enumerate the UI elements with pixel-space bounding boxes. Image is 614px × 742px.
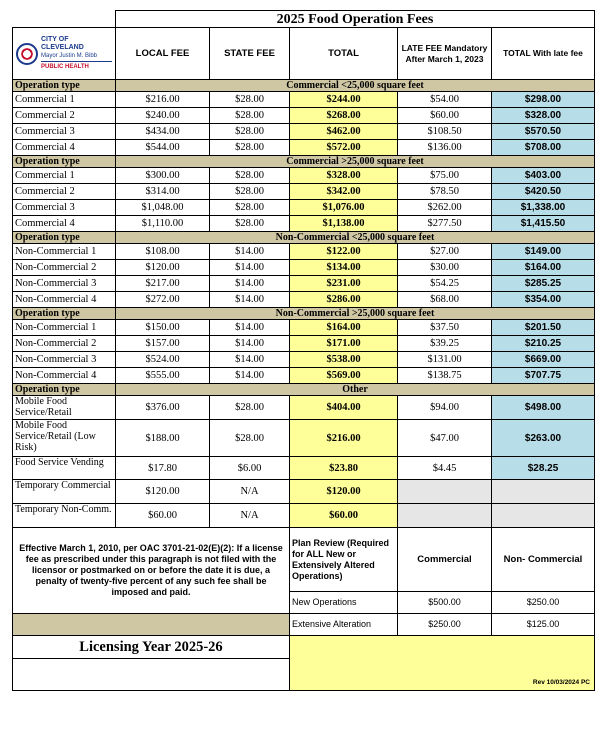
header-state-fee: STATE FEE: [210, 28, 290, 80]
state-fee: $28.00: [210, 140, 290, 156]
local-fee: $216.00: [116, 92, 210, 108]
state-fee: $28.00: [210, 92, 290, 108]
late-fee: $39.25: [398, 336, 492, 352]
table-row: [13, 216, 595, 232]
header-local-fee: LOCAL FEE: [116, 28, 210, 80]
total-fee: $231.00: [290, 276, 398, 292]
state-fee: $14.00: [210, 336, 290, 352]
late-fee: $75.00: [398, 168, 492, 184]
header-late-fee: LATE FEE Mandatory After March 1, 2023: [398, 28, 492, 80]
operation-name: Commercial 2: [13, 108, 116, 124]
operation-name: Non-Commercial 4: [13, 292, 116, 308]
table-row: [13, 140, 595, 156]
late-fee: $131.00: [398, 352, 492, 368]
header-total-late: TOTAL With late fee: [492, 28, 595, 80]
table-row: [13, 260, 595, 276]
plan-row-noncommercial: $250.00: [492, 592, 595, 614]
total-with-late-fee-blank: [492, 504, 595, 528]
total-with-late-fee: $403.00: [492, 168, 595, 184]
section-name: Commercial >25,000 square feet: [116, 156, 595, 168]
state-fee: $28.00: [210, 216, 290, 232]
late-fee: $78.50: [398, 184, 492, 200]
section-header: [13, 80, 595, 92]
table-row: [13, 244, 595, 260]
section-label: Operation type: [13, 384, 116, 396]
state-fee: $28.00: [210, 168, 290, 184]
local-fee: $240.00: [116, 108, 210, 124]
table-row: [13, 352, 595, 368]
total-fee: $122.00: [290, 244, 398, 260]
state-fee: $6.00: [210, 457, 290, 480]
plan-review-header: Plan Review (Required for ALL New or Extensively Altered Operations): [290, 528, 398, 592]
total-with-late-fee: $201.50: [492, 320, 595, 336]
section-header: [13, 156, 595, 168]
total-with-late-fee: $164.00: [492, 260, 595, 276]
plan-row-noncommercial: $125.00: [492, 614, 595, 636]
page-title: 2025 Food Operation Fees: [116, 11, 595, 28]
table-row: [13, 457, 595, 480]
late-fee: $54.25: [398, 276, 492, 292]
revision-note: Rev 10/03/2024 PC: [290, 636, 595, 691]
total-with-late-fee: $28.25: [492, 457, 595, 480]
total-fee: $1,138.00: [290, 216, 398, 232]
section-header: [13, 384, 595, 396]
total-with-late-fee: $298.00: [492, 92, 595, 108]
state-fee: N/A: [210, 480, 290, 504]
operation-name: Mobile Food Service/Retail: [13, 396, 116, 420]
plan-col-commercial: Commercial: [398, 528, 492, 592]
total-with-late-fee: $707.75: [492, 368, 595, 384]
local-fee: $217.00: [116, 276, 210, 292]
table-row: [13, 108, 595, 124]
local-fee: $1,110.00: [116, 216, 210, 232]
blank-footer-cell: [13, 659, 290, 691]
section-label: Operation type: [13, 308, 116, 320]
plan-row-commercial: $500.00: [398, 592, 492, 614]
table-row: [13, 168, 595, 184]
late-fee: $94.00: [398, 396, 492, 420]
late-fee-blank: [398, 504, 492, 528]
local-fee: $188.00: [116, 420, 210, 457]
state-fee: $28.00: [210, 420, 290, 457]
section-name: Other: [116, 384, 595, 396]
local-fee: $17.80: [116, 457, 210, 480]
total-fee: $23.80: [290, 457, 398, 480]
total-with-late-fee: $708.00: [492, 140, 595, 156]
table-row: [13, 124, 595, 140]
total-fee: $462.00: [290, 124, 398, 140]
operation-name: Non-Commercial 3: [13, 352, 116, 368]
total-fee: $328.00: [290, 168, 398, 184]
state-fee: $14.00: [210, 320, 290, 336]
late-fee: $4.45: [398, 457, 492, 480]
total-fee: $572.00: [290, 140, 398, 156]
total-with-late-fee: $354.00: [492, 292, 595, 308]
state-fee: $28.00: [210, 200, 290, 216]
late-fee: $60.00: [398, 108, 492, 124]
local-fee: $544.00: [116, 140, 210, 156]
logo-city: CITY OF CLEVELAND: [41, 36, 84, 51]
total-with-late-fee: $285.25: [492, 276, 595, 292]
operation-name: Commercial 2: [13, 184, 116, 200]
section-header: [13, 232, 595, 244]
table-row: [13, 420, 595, 457]
local-fee: $1,048.00: [116, 200, 210, 216]
operation-name: Commercial 3: [13, 124, 116, 140]
total-with-late-fee: $669.00: [492, 352, 595, 368]
local-fee: $150.00: [116, 320, 210, 336]
section-label: Operation type: [13, 156, 116, 168]
section-name: Non-Commercial >25,000 square feet: [116, 308, 595, 320]
tan-spacer: [13, 614, 290, 636]
table-row: [13, 480, 595, 504]
operation-name: Non-Commercial 2: [13, 336, 116, 352]
section-header: [13, 308, 595, 320]
state-fee: $14.00: [210, 244, 290, 260]
state-fee: $28.00: [210, 184, 290, 200]
local-fee: $555.00: [116, 368, 210, 384]
section-name: Non-Commercial <25,000 square feet: [116, 232, 595, 244]
operation-name: Food Service Vending: [13, 457, 116, 480]
total-fee: $244.00: [290, 92, 398, 108]
state-fee: $14.00: [210, 292, 290, 308]
total-fee: $216.00: [290, 420, 398, 457]
logo-dept: PUBLIC HEALTH: [41, 61, 112, 71]
total-with-late-fee: $328.00: [492, 108, 595, 124]
total-fee: $342.00: [290, 184, 398, 200]
section-name: Commercial <25,000 square feet: [116, 80, 595, 92]
operation-name: Temporary Commercial: [13, 480, 116, 504]
late-fee: $277.50: [398, 216, 492, 232]
total-fee: $120.00: [290, 480, 398, 504]
total-fee: $134.00: [290, 260, 398, 276]
operation-name: Non-Commercial 1: [13, 244, 116, 260]
operation-name: Commercial 1: [13, 168, 116, 184]
total-with-late-fee: $149.00: [492, 244, 595, 260]
total-fee: $538.00: [290, 352, 398, 368]
total-fee: $569.00: [290, 368, 398, 384]
total-with-late-fee: $498.00: [492, 396, 595, 420]
header-total: TOTAL: [290, 28, 398, 80]
operation-name: Commercial 4: [13, 140, 116, 156]
total-fee: $404.00: [290, 396, 398, 420]
local-fee: $272.00: [116, 292, 210, 308]
table-row: [13, 92, 595, 108]
local-fee: $314.00: [116, 184, 210, 200]
total-with-late-fee: $420.50: [492, 184, 595, 200]
state-fee: $14.00: [210, 368, 290, 384]
late-fee: $108.50: [398, 124, 492, 140]
local-fee: $108.00: [116, 244, 210, 260]
state-fee: $14.00: [210, 352, 290, 368]
table-row: [13, 368, 595, 384]
total-fee: $60.00: [290, 504, 398, 528]
operation-name: Commercial 4: [13, 216, 116, 232]
total-with-late-fee: $570.50: [492, 124, 595, 140]
local-fee: $120.00: [116, 480, 210, 504]
late-fee: $47.00: [398, 420, 492, 457]
plan-col-noncommercial: Non- Commercial: [492, 528, 595, 592]
operation-name: Non-Commercial 3: [13, 276, 116, 292]
late-fee: $262.00: [398, 200, 492, 216]
late-fee: $27.00: [398, 244, 492, 260]
total-fee: $171.00: [290, 336, 398, 352]
late-fee: $136.00: [398, 140, 492, 156]
operation-name: Non-Commercial 1: [13, 320, 116, 336]
late-penalty-notice: Effective March 1, 2010, per OAC 3701-21-02(E)(2): If a license fee as prescribed under this paragraph is not filed with the licensor or postmarked on or before the date it is due, a penalty of twenty-five percent of any such fee shall be imposed and paid.: [13, 528, 290, 614]
late-fee-blank: [398, 480, 492, 504]
late-fee: $54.00: [398, 92, 492, 108]
plan-row-label: Extensive Alteration: [290, 614, 398, 636]
total-fee: $1,076.00: [290, 200, 398, 216]
operation-name: Mobile Food Service/Retail (Low Risk): [13, 420, 116, 457]
food-fees-table: [12, 10, 595, 691]
total-with-late-fee: $263.00: [492, 420, 595, 457]
section-label: Operation type: [13, 232, 116, 244]
late-fee: $30.00: [398, 260, 492, 276]
state-fee: $28.00: [210, 396, 290, 420]
total-with-late-fee: $1,415.50: [492, 216, 595, 232]
local-fee: $120.00: [116, 260, 210, 276]
table-row: [13, 320, 595, 336]
total-fee: $286.00: [290, 292, 398, 308]
operation-name: Temporary Non-Comm.: [13, 504, 116, 528]
late-fee: $138.75: [398, 368, 492, 384]
local-fee: $434.00: [116, 124, 210, 140]
operation-name: Commercial 3: [13, 200, 116, 216]
local-fee: $60.00: [116, 504, 210, 528]
state-fee: $14.00: [210, 276, 290, 292]
local-fee: $300.00: [116, 168, 210, 184]
total-with-late-fee: $1,338.00: [492, 200, 595, 216]
local-fee: $157.00: [116, 336, 210, 352]
late-fee: $68.00: [398, 292, 492, 308]
total-with-late-fee: $210.25: [492, 336, 595, 352]
licensing-year: Licensing Year 2025-26: [13, 636, 290, 659]
table-row: [13, 276, 595, 292]
table-row: [13, 184, 595, 200]
table-row: [13, 336, 595, 352]
plan-row-commercial: $250.00: [398, 614, 492, 636]
local-fee: $524.00: [116, 352, 210, 368]
local-fee: $376.00: [116, 396, 210, 420]
table-row: [13, 200, 595, 216]
city-seal-icon: [16, 43, 38, 65]
late-fee: $37.50: [398, 320, 492, 336]
table-row: [13, 292, 595, 308]
total-with-late-fee-blank: [492, 480, 595, 504]
plan-row-label: New Operations: [290, 592, 398, 614]
state-fee: $14.00: [210, 260, 290, 276]
table-row: [13, 396, 595, 420]
section-label: Operation type: [13, 80, 116, 92]
total-fee: $164.00: [290, 320, 398, 336]
operation-name: Non-Commercial 2: [13, 260, 116, 276]
state-fee: $28.00: [210, 124, 290, 140]
state-fee: $28.00: [210, 108, 290, 124]
logo-mayor: Mayor Justin M. Bibb: [41, 53, 98, 59]
total-fee: $268.00: [290, 108, 398, 124]
operation-name: Commercial 1: [13, 92, 116, 108]
state-fee: N/A: [210, 504, 290, 528]
operation-name: Non-Commercial 4: [13, 368, 116, 384]
table-row: [13, 504, 595, 528]
logo: [13, 28, 116, 80]
